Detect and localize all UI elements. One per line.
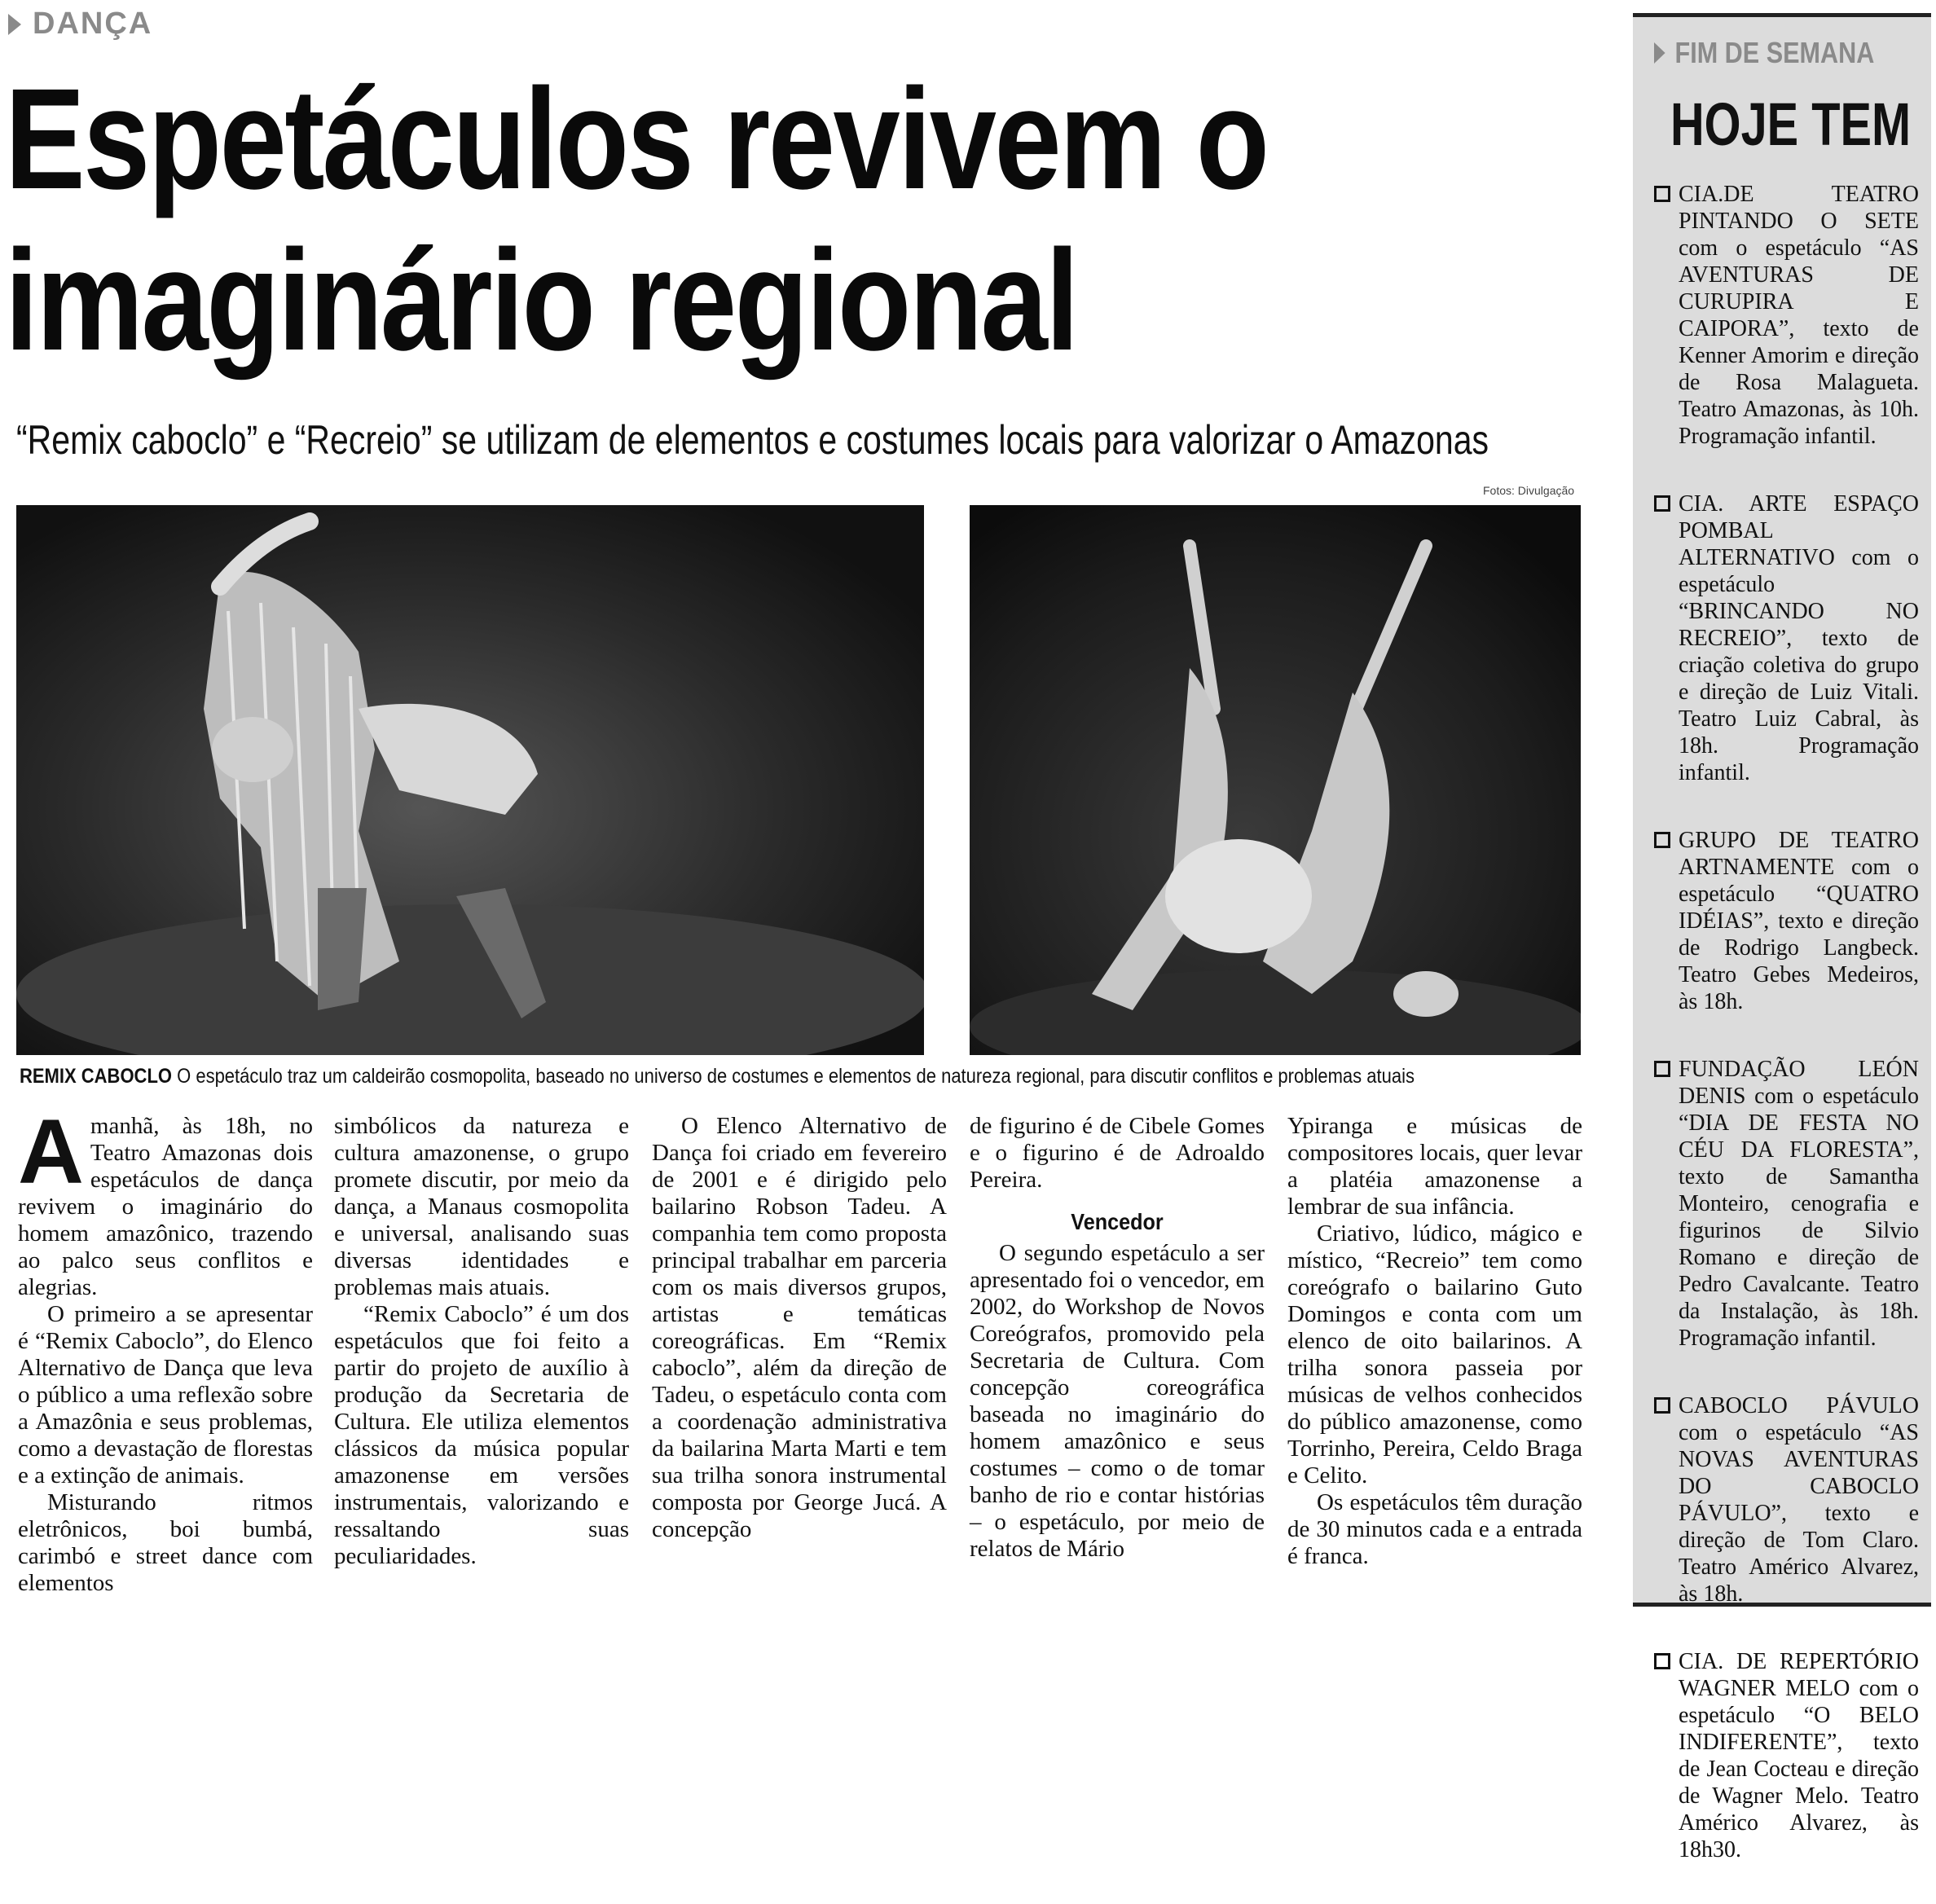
paragraph: O primeiro a se apresentar é “Remix Caboclo”, do Elenco Alternativo de Dança que leva o público a uma reflexão sobre a Amazônia e seus problemas, como a devastação de florestas e a extinção de animais. (18, 1301, 313, 1488)
section-kicker (8, 7, 152, 42)
checkbox-bullet-icon (1654, 1397, 1670, 1414)
article-column-2 (334, 1113, 629, 1570)
article-column-4 (970, 1113, 1265, 1563)
photo-remix-caboclo (16, 505, 924, 1055)
checkbox-bullet-icon (1654, 186, 1670, 202)
event-item: GRUPO DE TEATRO ARTNAMENTE com o espetáculo “QUATRO IDÉIAS”, texto e direção de Rodrigo Langbeck. Teatro Gebes Medeiros, às 18h. (1654, 827, 1919, 1015)
paragraph: Ypiranga e músicas de compositores locais, quer levar a platéia amazonense a lembrar de sua infância. (1287, 1113, 1582, 1220)
paragraph: “Remix Caboclo” é um dos espetáculos que foi feito a partir do projeto de auxílio à produção da Secretaria de Cultura. Ele utiliza elementos clássicos da música popular amazonense em versões instrumentais, valorizando e ressaltando suas peculiaridades. (334, 1301, 629, 1569)
triangle-bullet-icon (8, 14, 21, 35)
checkbox-bullet-icon (1654, 495, 1670, 512)
paragraph: Os espetáculos têm duração de 30 minutos cada e a entrada é franca. (1287, 1489, 1582, 1569)
paragraph: Amanhã, às 18h, no Teatro Amazonas dois espetáculos de dança revivem o imaginário do homem amazônico, trazendo ao palco seus conflitos e alegrias. (18, 1101, 313, 1300)
checkbox-bullet-icon (1654, 1653, 1670, 1669)
event-item: CIA. ARTE ESPAÇO POMBAL ALTERNATIVO com o espetáculo “BRINCANDO NO RECREIO”, texto de criação coletiva do grupo e direção de Luiz Vitali. Teatro Luiz Cabral, às 18h. Programação infantil. (1654, 490, 1919, 786)
paragraph: Misturando ritmos eletrônicos, boi bumbá, carimbó e street dance com elementos (18, 1489, 313, 1596)
article-column-5 (1287, 1113, 1582, 1570)
photo-recreio (970, 505, 1581, 1055)
drop-cap: A (18, 1101, 84, 1203)
caption-label: REMIX CABOCLO (20, 1065, 172, 1088)
paragraph: de figurino é de Cibele Gomes e o figurino é de Adroaldo Pereira. (970, 1113, 1265, 1193)
article-column-3 (652, 1113, 947, 1543)
checkbox-bullet-icon (1654, 832, 1670, 848)
photo-caption (20, 1064, 1415, 1088)
paragraph: O segundo espetáculo a ser apresentado foi o vencedor, em 2002, do Workshop de Novos Coreógrafos, promovido pela Secretaria de Cultura. Com concepção coreográfica baseada no imaginário do homem amazônico e seus costumes – como o de tomar banho de rio e contar histórias – o espetáculo, por meio de relatos de Mário (970, 1240, 1265, 1562)
photo-credit: Fotos: Divulgação (1483, 484, 1575, 497)
event-item: CIA.DE TEATRO PINTANDO O SETE com o espetáculo “AS AVENTURAS DE CURUPIRA E CAIPORA”, texto de Kenner Amorim e direção de Rosa Malagueta. Teatro Amazonas, às 10h. Programação infantil. (1654, 181, 1919, 450)
headline (5, 59, 1326, 381)
article-column-1 (18, 1101, 313, 1597)
event-item: FUNDAÇÃO LEÓN DENIS com o espetáculo “DIA DE FESTA NO CÉU DA FLORESTA”, texto de Samantha Monteiro, cenografia e figurinos de Silvio Romano e direção de Pedro Cavalcante. Teatro da Instalação, às 18h. Programação infantil. (1654, 1056, 1919, 1352)
checkbox-bullet-icon (1654, 1061, 1670, 1077)
sidebar-kicker-label: FIM DE SEMANA (1674, 36, 1875, 69)
paragraph: O Elenco Alternativo de Dança foi criado em fevereiro de 2001 e é dirigido pelo bailarino Robson Tadeu. A companhia tem como proposta principal trabalhar em parceria com os mais diversos grupos, artistas e temáticas coreográficas. Em “Remix caboclo”, além da direção de Tadeu, o espetáculo conta com a coordenação administrativa da bailarina Marta Marti e tem sua trilha sonora instrumental composta por George Jucá. A concepção (652, 1113, 947, 1542)
section-subtitle: Vencedor (1071, 1209, 1164, 1234)
sidebar-kicker (1654, 36, 1874, 70)
event-item: CIA. DE REPERTÓRIO WAGNER MELO com o espetáculo “O BELO INDIFERENTE”, texto de Jean Cocteau e direção de Wagner Melo. Teatro Américo Alvarez, às 18h30. (1654, 1648, 1919, 1863)
section-label: DANÇA (33, 7, 153, 41)
sidebar-title: HOJE TEM (1670, 90, 1912, 158)
dancer-photo-1 (16, 505, 924, 1055)
caption-text: O espetáculo traz um caldeirão cosmopolita, baseado no universo de costumes e elementos de natureza regional, para discutir conflitos e problemas atuais (172, 1065, 1415, 1088)
event-item: CABOCLO PÁVULO com o espetáculo “AS NOVAS AVENTURAS DO CABOCLO PÁVULO”, texto e direção de Tom Claro. Teatro Américo Alvarez, às 18h. (1654, 1392, 1919, 1607)
headline-line-1: Espetáculos revivem o (5, 59, 1268, 219)
paragraph: simbólicos da natureza e cultura amazonense, o grupo promete discutir, por meio da dança, a Manaus cosmopolita e universal, analisando suas diversas identidades e problemas mais atuais. (334, 1113, 629, 1300)
headline-line-2: imaginário regional (5, 221, 1077, 380)
triangle-bullet-icon (1654, 42, 1665, 64)
dancer-photo-2 (970, 505, 1581, 1055)
paragraph: Criativo, lúdico, mágico e místico, “Recreio” tem como coreógrafo o bailarino Guto Domingos e conta com um elenco de oito bailarinos. A trilha sonora passeia por músicas de velhos conhecidos do público amazonense, como Torrinho, Pereira, Celdo Braga e Celito. (1287, 1220, 1582, 1488)
subheadline: “Remix caboclo” e “Recreio” se utilizam de elementos e costumes locais para valorizar o Amazonas (16, 417, 1489, 463)
event-list (1654, 181, 1919, 1904)
